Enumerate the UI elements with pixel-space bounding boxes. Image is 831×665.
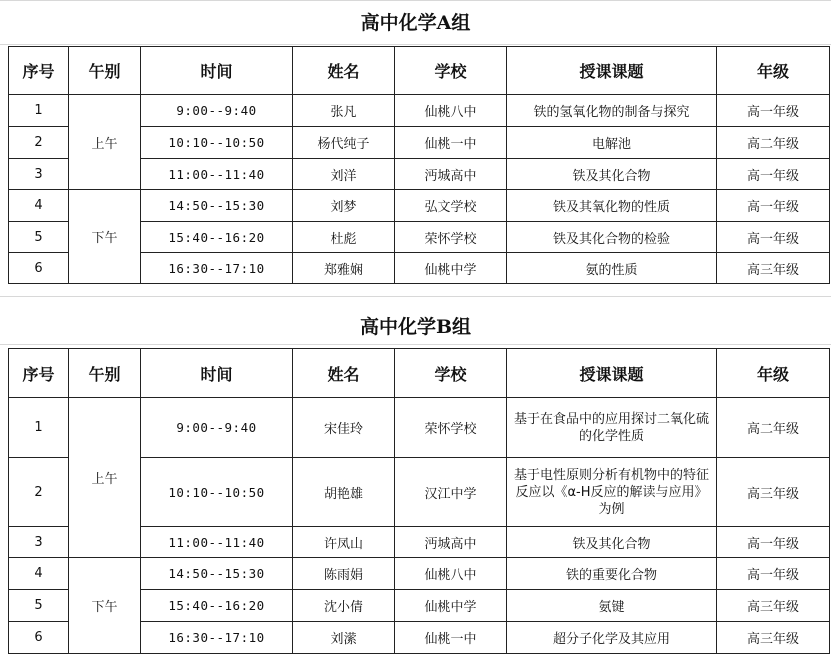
row-time: 10:10--10:50 [141,127,293,159]
col-header-school: 学校 [395,349,507,398]
row-grade: 高三年级 [717,253,830,284]
row-name: 胡艳雄 [293,458,395,527]
row-name: 沈小倩 [293,590,395,622]
row-no: 6 [9,622,69,654]
col-header-name: 姓名 [293,349,395,398]
row-school: 仙桃八中 [395,95,507,127]
row-time: 11:00--11:40 [141,527,293,558]
table-row [9,95,830,127]
row-time: 15:40--16:20 [141,590,293,622]
row-time: 10:10--10:50 [141,458,293,527]
row-no: 1 [9,398,69,458]
row-time: 14:50--15:30 [141,190,293,222]
period-afternoon: 下午 [69,190,141,284]
row-name: 杨代纯子 [293,127,395,159]
col-header-time: 时间 [141,349,293,398]
period-morning: 上午 [69,398,141,558]
row-grade: 高一年级 [717,527,830,558]
row-topic: 氨的性质 [507,253,717,284]
row-school: 弘文学校 [395,190,507,222]
col-header-period: 午别 [69,47,141,95]
row-school: 汉江中学 [395,458,507,527]
row-grade: 高一年级 [717,95,830,127]
col-header-name: 姓名 [293,47,395,95]
row-no: 5 [9,222,69,253]
row-name: 刘潆 [293,622,395,654]
row-topic: 基于电性原则分析有机物中的特征反应以《α-H反应的解读与应用》为例 [507,458,717,527]
row-name: 许凤山 [293,527,395,558]
row-topic: 铁的氢氧化物的制备与探究 [507,95,717,127]
row-name: 郑雅娴 [293,253,395,284]
group-a-title: 高中化学A组 [360,12,471,34]
table-row [9,398,830,458]
row-no: 2 [9,458,69,527]
row-grade: 高一年级 [717,159,830,190]
group-b-title: 高中化学B组 [359,316,472,338]
row-topic: 铁及其氧化物的性质 [507,190,717,222]
row-no: 1 [9,95,69,127]
row-school: 沔城高中 [395,159,507,190]
row-grade: 高三年级 [717,458,830,527]
row-time: 16:30--17:10 [141,622,293,654]
row-time: 14:50--15:30 [141,558,293,590]
row-grade: 高一年级 [717,558,830,590]
row-no: 4 [9,190,69,222]
row-grade: 高一年级 [717,222,830,253]
row-school: 仙桃八中 [395,558,507,590]
row-grade: 高二年级 [717,398,830,458]
row-topic: 氨键 [507,590,717,622]
col-header-topic: 授课课题 [507,349,717,398]
row-name: 宋佳玲 [293,398,395,458]
row-topic: 铁及其化合物 [507,159,717,190]
row-name: 刘梦 [293,190,395,222]
row-school: 沔城高中 [395,527,507,558]
row-time: 11:00--11:40 [141,159,293,190]
period-afternoon: 下午 [69,558,141,654]
col-header-grade: 年级 [717,349,830,398]
col-header-no: 序号 [9,349,69,398]
row-topic: 超分子化学及其应用 [507,622,717,654]
row-topic: 铁及其化合物 [507,527,717,558]
col-header-school: 学校 [395,47,507,95]
row-school: 荣怀学校 [395,398,507,458]
col-header-topic: 授课课题 [507,47,717,95]
row-no: 3 [9,527,69,558]
row-name: 张凡 [293,95,395,127]
row-name: 刘洋 [293,159,395,190]
row-no: 5 [9,590,69,622]
col-header-time: 时间 [141,47,293,95]
group-a-table [8,46,830,284]
row-school: 仙桃中学 [395,590,507,622]
col-header-no: 序号 [9,47,69,95]
col-header-period: 午别 [69,349,141,398]
row-grade: 高二年级 [717,127,830,159]
row-name: 陈雨娟 [293,558,395,590]
header-row [9,47,830,95]
col-header-grade: 年级 [717,47,830,95]
row-grade: 高三年级 [717,622,830,654]
table-row [9,558,830,590]
row-school: 荣怀学校 [395,222,507,253]
row-grade: 高一年级 [717,190,830,222]
header-row [9,349,830,398]
row-time: 9:00--9:40 [141,95,293,127]
row-no: 6 [9,253,69,284]
row-time: 9:00--9:40 [141,398,293,458]
row-school: 仙桃一中 [395,127,507,159]
row-topic: 铁及其化合物的检验 [507,222,717,253]
row-no: 2 [9,127,69,159]
row-grade: 高三年级 [717,590,830,622]
row-time: 16:30--17:10 [141,253,293,284]
row-school: 仙桃一中 [395,622,507,654]
row-no: 3 [9,159,69,190]
row-name: 杜彪 [293,222,395,253]
table-row [9,190,830,222]
period-morning: 上午 [69,95,141,190]
row-topic: 电解池 [507,127,717,159]
row-topic: 基于在食品中的应用探讨二氧化硫的化学性质 [507,398,717,458]
row-topic: 铁的重要化合物 [507,558,717,590]
row-school: 仙桃中学 [395,253,507,284]
group-b-table [8,348,830,654]
row-time: 15:40--16:20 [141,222,293,253]
row-no: 4 [9,558,69,590]
